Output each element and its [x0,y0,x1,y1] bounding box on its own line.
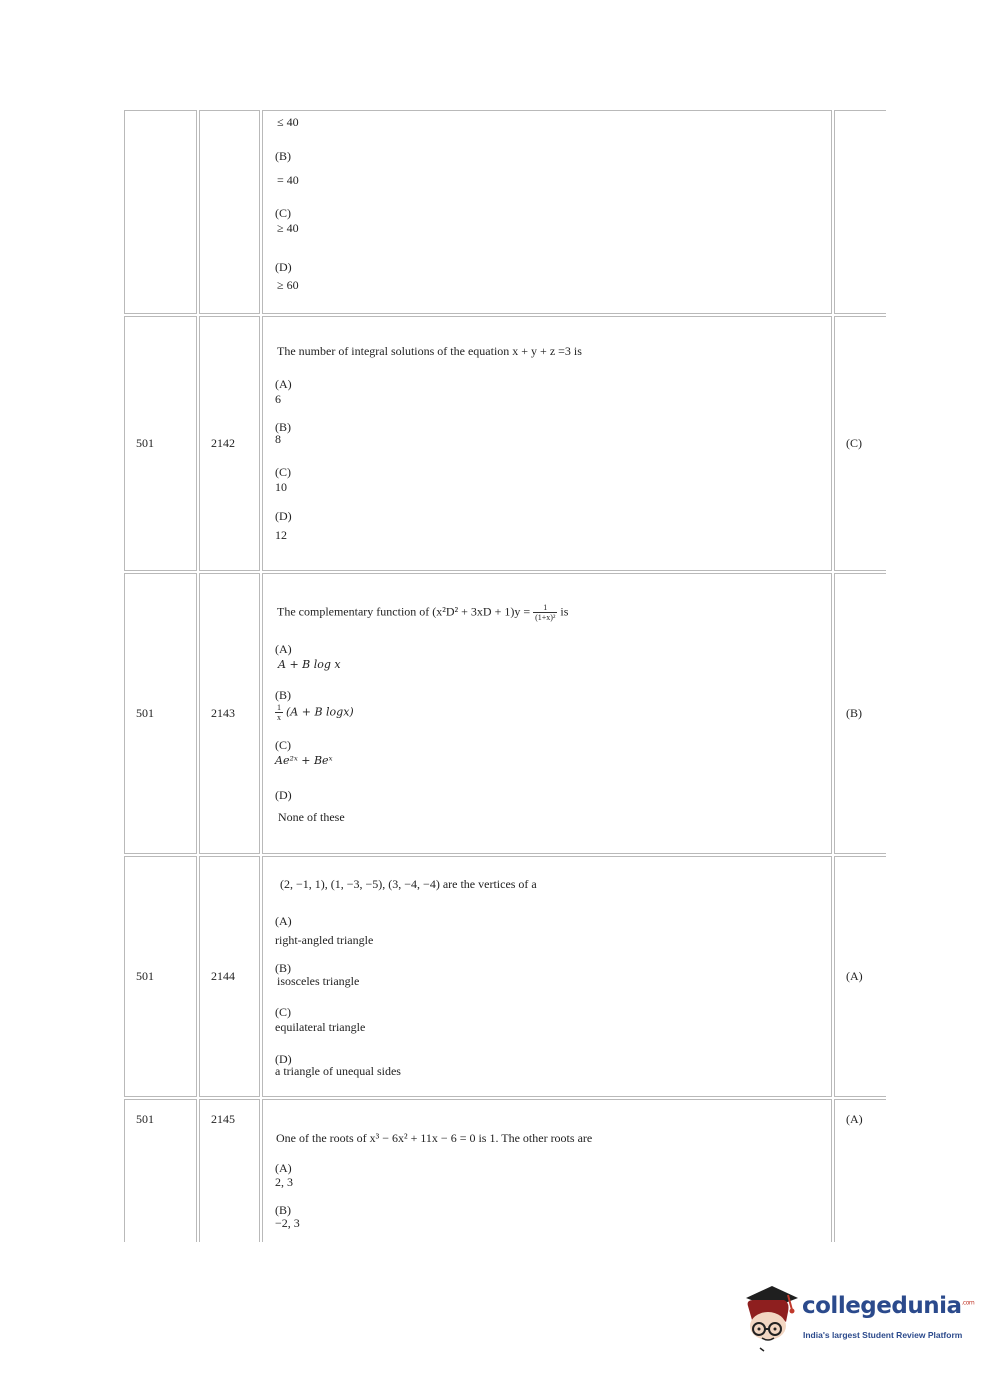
table-row [124,316,886,571]
brand-name: collegedunia$^{.com}$ [802,1293,975,1319]
answer-cell: (A) [834,856,886,1097]
option-text: 2, 3 [275,1175,293,1189]
option-label: (B) [275,420,291,434]
question-number-cell: 2142 [199,316,260,571]
option-label: (D) [275,509,292,523]
option-label: (A) [275,377,292,391]
fraction-numerator: 1 [533,603,557,613]
set-cell: 501 [124,856,197,1097]
set-cell: 501 [124,1099,197,1242]
stem-suffix: is [560,603,569,618]
option-text: 6 [275,392,281,406]
table-row [124,1099,886,1242]
option-text: A + B log x [278,657,341,671]
option-text: 8 [275,432,281,446]
question-stem: The number of integral solutions of the equation x + y + z =3 is [277,344,582,358]
question-table [122,110,886,1242]
option-text: 10 [275,480,287,494]
question-number-cell: 2145 [199,1099,260,1242]
set-cell: 501 [124,573,197,854]
option-label: (C) [275,465,291,479]
option-label: (A) [275,641,292,656]
stem-fraction [533,603,557,622]
option-text: = 40 [277,173,299,187]
option-label: (B) [275,960,291,975]
answer-cell [834,110,886,314]
set-cell: 501 [124,316,197,571]
answer-cell: (A) [834,1099,886,1242]
question-number-cell: 2143 [199,573,260,854]
answer-cell: (B) [834,573,886,854]
question-stem: One of the roots of x³ − 6x² + 11x − 6 = 0 is 1. The other roots are [276,1131,593,1145]
fraction-numerator: 1 [277,702,281,712]
question-stem [277,603,831,622]
option-fraction [275,703,283,722]
option-label: (B) [275,687,291,702]
set-cell [124,110,197,314]
question-cell [262,1099,832,1242]
option-text-line [275,703,831,722]
question-cell [262,573,832,854]
fraction-denominator: x [277,712,281,722]
option-label: (A) [275,1161,292,1175]
option-label: (D) [275,260,292,274]
question-cell [262,110,832,314]
brand-tagline: India's largest Student Review Platform [803,1330,963,1340]
option-text: None of these [278,809,345,824]
option-text: a triangle of unequal sides [275,1063,401,1078]
collegedunia-logo [740,1282,975,1352]
answer-cell: (C) [834,316,886,571]
option-text: isosceles triangle [277,973,360,988]
question-number-cell [199,110,260,314]
option-label: (C) [275,1004,291,1019]
table-row [124,110,886,314]
question-cell [262,316,832,571]
stem-text: The complementary function of (x²D² + 3xD + 1)y = [277,603,531,618]
mascot-icon [740,1282,804,1352]
option-text: Ae²ˣ + Beˣ [275,753,333,767]
option-text: equilateral triangle [275,1019,366,1034]
option-label: (A) [275,913,292,928]
option-label: (D) [275,1051,292,1066]
option-label: (B) [275,149,291,163]
option-text: ≥ 60 [277,278,299,292]
option-label: (C) [275,737,291,752]
brand-dotcom: .com [961,1299,975,1307]
table-row [124,573,886,854]
option-text: right-angled triangle [275,932,374,947]
option-text: ≤ 40 [277,115,299,129]
question-stem: (2, −1, 1), (1, −3, −5), (3, −4, −4) are the vertices of a [280,876,537,891]
table-row [124,856,886,1097]
question-number-cell: 2144 [199,856,260,1097]
option-label: (C) [275,206,291,220]
question-cell [262,856,832,1097]
option-text: (A + B logx) [286,704,354,718]
option-text: 12 [275,528,287,542]
option-label: (D) [275,787,292,802]
question-sheet [122,110,886,1242]
fraction-denominator: (1+x)² [535,612,556,622]
option-text: −2, 3 [275,1216,300,1230]
option-label: (B) [275,1203,291,1217]
option-text: ≥ 40 [277,221,299,235]
